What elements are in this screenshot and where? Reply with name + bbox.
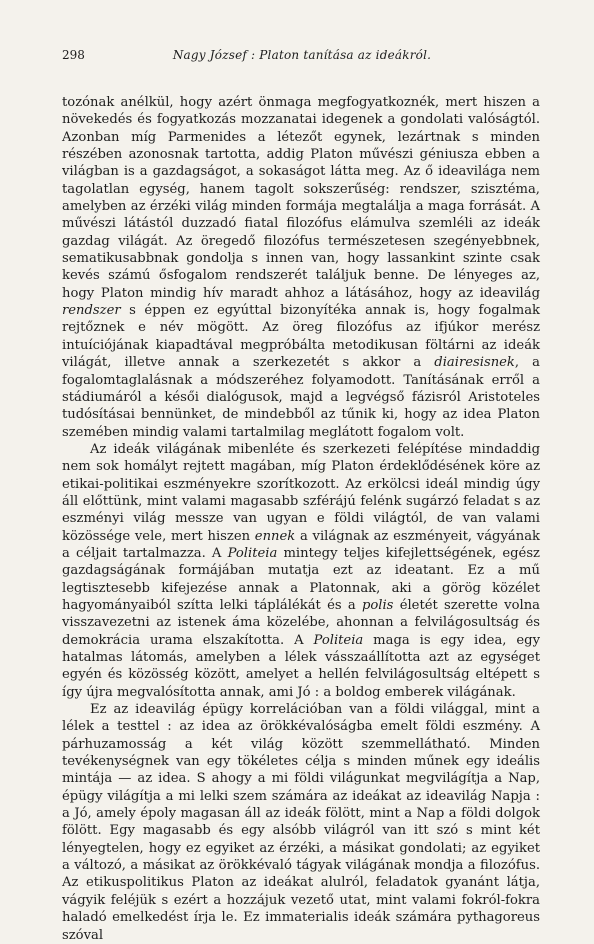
text-run: tozónak anélkül, hogy azért önmaga megfogyatkoznék, mert hiszen a növekedés és fogyatkozás mozzanatai idegenek a gondolati valóságtól. Azonban míg Parmenides a létezőt egynek, lezártnak s minden részében azonosnak tartotta, addig Platon művészi géniusza ebben a világban is a gazdagságot, a sokaságot látta meg. Az ő ideavilága nem tagolatlan egység, hanem tagolt sokszerűség: rendszer, szisztéma, amelyben az érzéki világ minden formája megtalálja a maga forrását. A művészi látástól duzzadó fiatal filozófus elámulva szemléli az ideák gazdag világát. Az öregedő filozófus természetesen szegényebbnek, sematikusabbnak gondolja s innen van, hogy lassankint szinte csak kevés számú ősfogalom rendszerét találjuk benne. De lényeges az, hogy Platon mindig hív maradt ahhoz a látásához, hogy az ideavilág bbox=[62, 95, 540, 301]
italic-term: rendszer bbox=[62, 303, 121, 319]
italic-term: Politeia bbox=[227, 545, 278, 561]
paragraph bbox=[62, 441, 540, 701]
body-text bbox=[62, 94, 540, 944]
text-run: Ez az ideavilág épügy korrelációban van a földi világgal, mint a lélek a testtel : az idea az örökkévalóságba emelt földi eszmény. A párhuzamosság a két világ között szemmellátható. Minden tevékenységnek van egy tökéletes célja s minden műnek egy ideális mintája — az idea. S ahogy a mi földi világunkat megvilágítja a Nap, épügy világítja a mi lelki szem számára az ideákat az ideavilág Napja : a Jó, amely époly magasan áll az ideák fölött, mint a Nap a földi dolgok fölött. Egy magasabb és egy alsóbb világról van itt szó s mint két lényegtelen, hogy ez egyiket az érzéki, a másikat gondolati; az egyiket a változó, a másikat az örökkévaló tágyak világának mondja a filozófus. Az etikuspolitikus Platon az ideákat alulról, feladatok gyanánt látja, vágyik feléjük s ezért a hozzájuk vezető utat, mint valami fokról-fokra haladó emelkedést írja le. Ez immaterialis ideák számára pythagoreus szóval bbox=[62, 702, 540, 943]
italic-term: ennek bbox=[254, 528, 296, 544]
italic-term: diairesisnek bbox=[434, 355, 515, 371]
page-header bbox=[62, 44, 542, 66]
paragraph bbox=[62, 94, 540, 441]
italic-term: Politeia bbox=[313, 632, 364, 648]
text-run: , a fogalomtaglalásnak a módszeréhez folyamodott. Tanításának erről a stádiumáról a késői dialógusok, majd a legvégső fázisról Aristoteles tudósításai bennünket, de mindebből az tűnik ki, hogy az idea Platon szemében mindig valami tartalmilag meglátott fogalom volt. bbox=[62, 355, 540, 440]
text-run: mintegy teljes kifejlettségének, egész gazdagságának formájában mutatja ezt az ideatant. Ez a mű legtisztesebb kifejezése annak a Platonnak, aki a görög közélet hagyományaiból szítta lelki táplálékát és a bbox=[62, 545, 540, 613]
text-run: a világnak az eszményeit, vágyának a céljait tartalmazza. A bbox=[62, 528, 540, 561]
page-number: 298 bbox=[62, 48, 85, 62]
paragraph bbox=[62, 701, 540, 944]
text-run: maga is egy idea, egy hatalmas látomás, amelyben a lélek vásszaállította azt az egységet egyén és közösség között, amelyet a hellén felvilágosultság eltépett s így újra megvalósította annak, ami Jó : a boldog emberek világának. bbox=[62, 632, 540, 700]
italic-term: polis bbox=[361, 597, 394, 613]
text-run: s éppen ez egyúttal bizonyítéka annak is, hogy fogalmak rejtőznek e név mögött. Az öreg filozófus az ifjúkor merész intuíciójának kiapadtával megpróbálta metodikusan föltárni az ideák világát, illetve annak a szerkezetét s akkor a bbox=[62, 303, 540, 371]
text-run: Az ideák világának mibenléte és szerkezeti felépítése mindaddig nem sok homályt rejtett magában, míg Platon érdeklődésének köre az etikai-politikai eszményekre szorítkozott. Az erkölcsi ideál mindig úgy áll előttünk, mint valami magasabb szférájú felénk sugárzó feladat s az eszményi világ messze van ugyan e földi világtól, de van valami közössége vele, mert hiszen bbox=[62, 441, 540, 544]
text-run: életét szerette volna visszavezetni az istenek áma közelébe, ahonnan a felvilágosultság és demokrácia urama elszakította. A bbox=[62, 597, 540, 648]
running-title: Nagy József : Platon tanítása az ideákról. bbox=[172, 48, 432, 62]
